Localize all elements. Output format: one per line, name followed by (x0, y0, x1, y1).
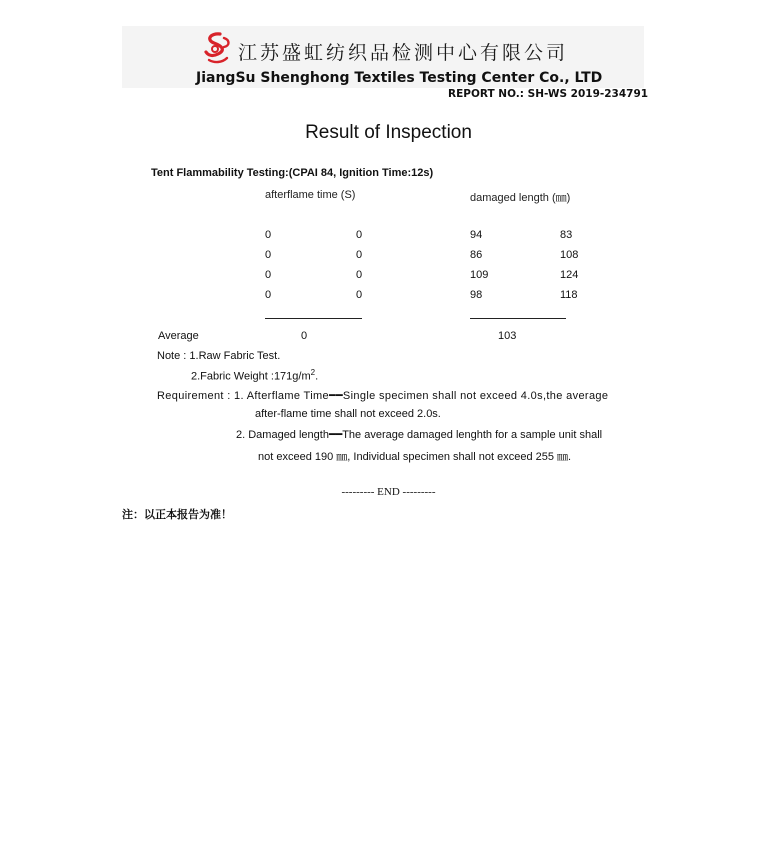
requirement-2-line-2: not exceed 190 ㎜, Individual specimen shall not exceed 255 ㎜. (258, 451, 572, 463)
company-name-en: JiangSu Shenghong Textiles Testing Center Co., LTD (196, 70, 603, 86)
table-cell: 0 (265, 269, 272, 281)
note-superscript: 2 (310, 368, 316, 377)
requirement-2-line-1: 2. Damaged length━━The average damaged lenghth for a sample unit shall (236, 429, 603, 441)
average-afterflame: 0 (301, 330, 308, 342)
end-marker: --------- END --------- (341, 486, 436, 498)
note-fabric-weight: 2.Fabric Weight :171g/m (191, 370, 311, 383)
report-number: REPORT NO.: SH-WS 2019-234791 (448, 88, 649, 100)
table-cell: 83 (560, 229, 573, 241)
table-cell: 0 (356, 269, 363, 281)
footnote-cn: 注：以正本报告为准！ (122, 508, 232, 521)
page-title: Result of Inspection (305, 122, 472, 143)
afterflame-column-header: afterflame time (S) (265, 189, 356, 201)
table-cell: 0 (356, 289, 363, 301)
note-period: . (315, 370, 319, 383)
damaged-sum-rule (470, 318, 566, 319)
table-cell: 0 (356, 229, 363, 241)
section-title: Tent Flammability Testing:(CPAI 84, Ignition Time:12s) (151, 167, 434, 179)
requirement-1-line-1: Requirement : 1. Afterflame Time━━Single specimen shall not exceed 4.0s,the average (157, 390, 609, 402)
table-cell: 0 (356, 249, 363, 261)
requirement-1-line-2: after-flame time shall not exceed 2.0s. (255, 408, 441, 420)
table-cell: 0 (265, 249, 272, 261)
table-cell: 109 (470, 269, 489, 281)
afterflame-sum-rule (265, 318, 362, 319)
table-cell: 108 (560, 249, 579, 261)
company-logo (200, 30, 236, 66)
table-cell: 94 (470, 229, 483, 241)
note-line-2 (191, 368, 318, 383)
table-cell: 124 (560, 269, 579, 281)
damaged-length-column-header: damaged length (㎜) (470, 192, 571, 204)
table-cell: 0 (265, 229, 272, 241)
company-name-cn: 江苏盛虹纺织品检测中心有限公司 (238, 42, 569, 64)
table-cell: 118 (560, 289, 578, 301)
table-cell: 0 (265, 289, 272, 301)
note-line-1: Note : 1.Raw Fabric Test. (157, 350, 281, 362)
table-cell: 86 (470, 249, 483, 261)
average-label: Average (158, 330, 199, 342)
table-cell: 98 (470, 289, 483, 301)
average-damaged-length: 103 (498, 330, 517, 342)
